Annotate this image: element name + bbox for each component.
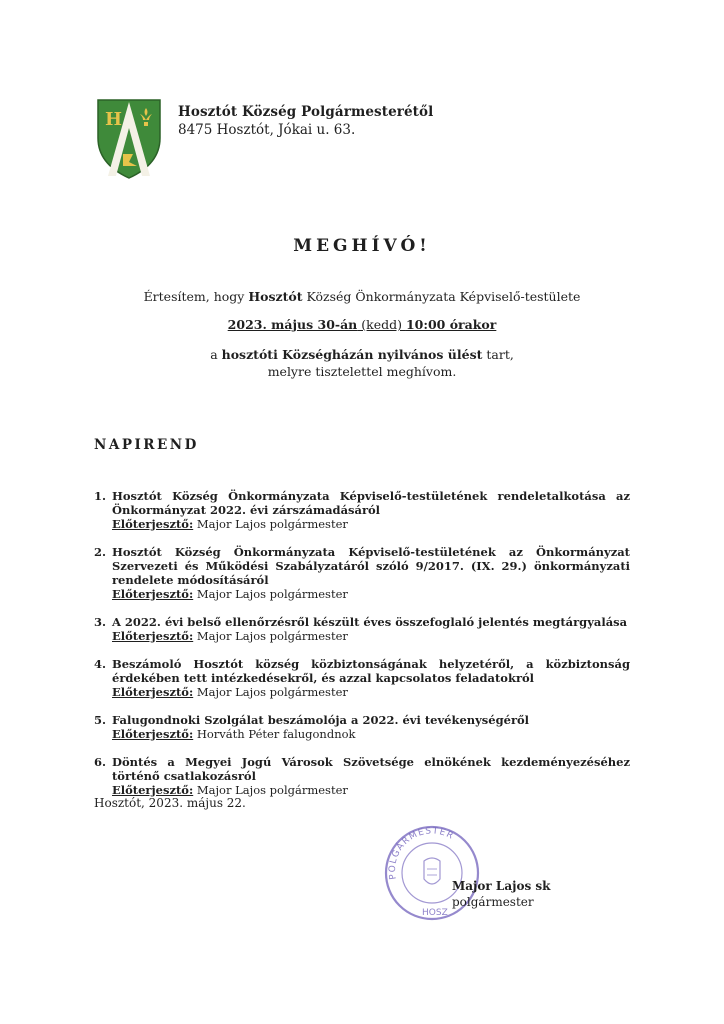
agenda-item-presenter: Előterjesztő: Major Lajos polgármester [112, 587, 348, 601]
agenda-item: 5. Falugondnoki Szolgálat beszámolója a 2022. évi tevékenységéről Előterjesztő: Horváth Péter falugondnok [94, 713, 630, 741]
svg-text:POLGÁRMESTER: POLGÁRMESTER [387, 826, 456, 881]
place-date: Hosztót, 2023. május 22. [94, 796, 246, 810]
agenda-heading: NAPIREND [94, 437, 199, 453]
intro-line-3: a hosztóti Községházán nyilvános ülést tart, [210, 347, 514, 362]
agenda-item-title: Beszámoló Hosztót község közbiztonságának helyzetéről, a közbiztonság érdekében tett intézkedésekről, és azzal kapcsolatos feladatokról [112, 657, 630, 685]
agenda-item-presenter: Előterjesztő: Major Lajos polgármester [112, 517, 348, 531]
svg-text:HOSZ: HOSZ [422, 908, 448, 918]
agenda-list [94, 489, 630, 811]
intro-line-4: melyre tisztelettel meghívom. [267, 364, 457, 379]
agenda-item-title: Hosztót Község Önkormányzata Képviselő-testületének az Önkormányzat Szervezeti és Működési Szabályzatáról szóló 9/2017. (IX. 29.) önkormányzati rendelete módosításáról [112, 545, 630, 587]
coat-of-arms-icon [96, 98, 162, 180]
org-address: 8475 Hosztót, Jókai u. 63. [178, 122, 356, 138]
agenda-item-title: Falugondnoki Szolgálat beszámolója a 2022. évi tevékenységéről [112, 713, 530, 727]
meeting-datetime: 2023. május 30-án (kedd) 10:00 órakor [227, 317, 497, 332]
agenda-item-title: Hosztót Község Önkormányzata Képviselő-testületének rendeletalkotása az Önkormányzat 2022. évi zárszámadásáról [112, 489, 630, 517]
agenda-item-presenter: Előterjesztő: Major Lajos polgármester [112, 783, 348, 797]
agenda-item: 6. Döntés a Megyei Jogú Városok Szövetsége elnökének kezdeményezéséhez történő csatlakozásról Előterjesztő: Major Lajos polgármester [94, 755, 630, 797]
intro-line-1: Értesítem, hogy Hosztót Község Önkormányzata Képviselő-testülete [143, 289, 581, 304]
signer-name: Major Lajos sk [452, 879, 551, 893]
agenda-item: 1. Hosztót Község Önkormányzata Képviselő-testületének rendeletalkotása az Önkormányzat 2022. évi zárszámadásáról Előterjesztő: Major Lajos polgármester [94, 489, 630, 531]
svg-text:H: H [105, 109, 123, 130]
agenda-item: 4. Beszámoló Hosztót község közbiztonságának helyzetéről, a közbiztonság érdekében tett intézkedésekről, és azzal kapcsolatos feladatokról Előterjesztő: Major Lajos polgármester [94, 657, 630, 699]
agenda-item-presenter: Előterjesztő: Horváth Péter falugondnok [112, 727, 356, 741]
agenda-item-title: Döntés a Megyei Jogú Városok Szövetsége elnökének kezdeményezéséhez történő csatlakozásról [112, 755, 630, 783]
agenda-item-presenter: Előterjesztő: Major Lajos polgármester [112, 685, 348, 699]
agenda-item: 2. Hosztót Község Önkormányzata Képviselő-testületének az Önkormányzat Szervezeti és Működési Szabályzatáról szóló 9/2017. (IX. 29.) önkormányzati rendelete módosításáról Előterjesztő: Major Lajos polgármester [94, 545, 630, 601]
agenda-item: 3. A 2022. évi belső ellenőrzésről készült éves összefoglaló jelentés megtárgyalása Előterjesztő: Major Lajos polgármester [94, 615, 630, 643]
org-name: Hosztót Község Polgármesterétől [178, 104, 434, 120]
signer-role: polgármester [452, 895, 534, 909]
agenda-item-title: A 2022. évi belső ellenőrzésről készült éves összefoglaló jelentés megtárgyalása [112, 615, 628, 629]
page-title: MEGHÍVÓ! [293, 236, 431, 256]
agenda-item-presenter: Előterjesztő: Major Lajos polgármester [112, 629, 348, 643]
